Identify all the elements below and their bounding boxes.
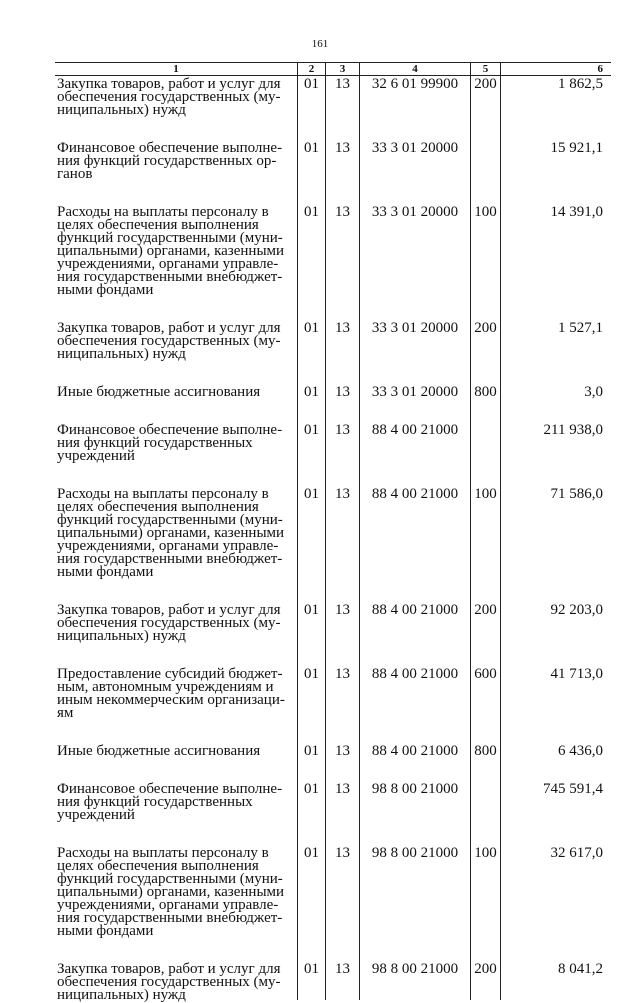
header-col-5: 5 xyxy=(470,63,500,75)
section-code: 01 xyxy=(297,781,325,845)
expense-type-code: 200 xyxy=(470,602,500,666)
subsection-code: 13 xyxy=(325,602,359,666)
amount: 1 527,1 xyxy=(500,320,611,384)
target-article-code: 33 3 01 20000 xyxy=(359,140,470,204)
subsection-code: 13 xyxy=(325,204,359,320)
row-description xyxy=(55,204,297,320)
description-line: обеспечения государственных (му- xyxy=(57,89,281,105)
expense-type-code: 100 xyxy=(470,204,500,320)
description-line: учреждений xyxy=(57,448,135,464)
amount: 6 436,0 xyxy=(500,743,611,781)
description-line: ципальными) органами, казенными xyxy=(57,525,285,541)
description-line: ганов xyxy=(57,166,93,182)
header-col-2: 2 xyxy=(297,63,325,75)
description-line: целях обеспечения выполнения xyxy=(57,499,259,515)
description-line: ния государственными внебюджет- xyxy=(57,551,283,567)
description-line: Финансовое обеспечение выполне- xyxy=(57,140,283,156)
description-line: ния государственными внебюджет- xyxy=(57,269,283,285)
description-line: функций государственными (муни- xyxy=(57,230,283,246)
amount: 3,0 xyxy=(500,384,611,422)
description-line: ям xyxy=(57,705,74,721)
row-description xyxy=(55,384,297,422)
description-line: Финансовое обеспечение выполне- xyxy=(57,422,283,438)
description-line: Расходы на выплаты персоналу в xyxy=(57,486,269,502)
table-row xyxy=(55,961,611,1003)
section-code: 01 xyxy=(297,486,325,602)
subsection-code: 13 xyxy=(325,961,359,1000)
amount: 71 586,0 xyxy=(500,486,611,602)
table-row xyxy=(55,384,611,422)
description-line: ными фондами xyxy=(57,564,154,580)
section-code: 01 xyxy=(297,384,325,422)
description-line: учреждений xyxy=(57,807,135,823)
amount: 1 862,5 xyxy=(500,76,611,140)
description-line: Закупка товаров, работ и услуг для xyxy=(57,602,281,618)
section-code: 01 xyxy=(297,320,325,384)
subsection-code: 13 xyxy=(325,384,359,422)
subsection-code: 13 xyxy=(325,422,359,486)
description-line: ниципальных) нужд xyxy=(57,628,186,644)
description-line: ниципальных) нужд xyxy=(57,346,186,362)
section-code: 01 xyxy=(297,76,325,140)
subsection-code: 13 xyxy=(325,76,359,140)
amount: 211 938,0 xyxy=(500,422,611,486)
subsection-code: 13 xyxy=(325,845,359,961)
description-line: ными фондами xyxy=(57,923,154,939)
expense-type-code: 200 xyxy=(470,320,500,384)
row-description xyxy=(55,486,297,602)
row-description xyxy=(55,781,297,845)
row-description xyxy=(55,76,297,140)
table-row xyxy=(55,781,611,845)
expense-type-code xyxy=(470,140,500,204)
header-col-6: 6 xyxy=(500,63,611,75)
section-code: 01 xyxy=(297,743,325,781)
description-line: ципальными) органами, казенными xyxy=(57,884,285,900)
section-code: 01 xyxy=(297,204,325,320)
row-description xyxy=(55,320,297,384)
description-line: Расходы на выплаты персоналу в xyxy=(57,204,269,220)
section-code: 01 xyxy=(297,961,325,1000)
amount: 32 617,0 xyxy=(500,845,611,961)
table-header xyxy=(55,63,611,76)
header-col-3: 3 xyxy=(325,63,359,75)
table-row xyxy=(55,76,611,140)
expense-type-code: 200 xyxy=(470,961,500,1000)
budget-table xyxy=(55,62,611,1003)
expense-type-code: 600 xyxy=(470,666,500,743)
row-description xyxy=(55,140,297,204)
description-line: обеспечения государственных (му- xyxy=(57,333,281,349)
target-article-code: 98 8 00 21000 xyxy=(359,781,470,845)
subsection-code: 13 xyxy=(325,666,359,743)
section-code: 01 xyxy=(297,666,325,743)
target-article-code: 88 4 00 21000 xyxy=(359,743,470,781)
section-code: 01 xyxy=(297,140,325,204)
target-article-code: 98 8 00 21000 xyxy=(359,961,470,1000)
table-row xyxy=(55,845,611,961)
table-body xyxy=(55,76,611,1003)
expense-type-code: 800 xyxy=(470,384,500,422)
description-line: Финансовое обеспечение выполне- xyxy=(57,781,283,797)
table-row xyxy=(55,602,611,666)
expense-type-code xyxy=(470,781,500,845)
table-row xyxy=(55,140,611,204)
description-line: функций государственными (муни- xyxy=(57,871,283,887)
subsection-code: 13 xyxy=(325,140,359,204)
target-article-code: 98 8 00 21000 xyxy=(359,845,470,961)
description-line: Иные бюджетные ассигнования xyxy=(57,384,261,400)
amount: 92 203,0 xyxy=(500,602,611,666)
amount: 15 921,1 xyxy=(500,140,611,204)
description-line: ниципальных) нужд xyxy=(57,987,186,1003)
table-row xyxy=(55,320,611,384)
target-article-code: 33 3 01 20000 xyxy=(359,320,470,384)
header-col-1: 1 xyxy=(173,63,179,75)
description-line: ния государственными внебюджет- xyxy=(57,910,283,926)
section-code: 01 xyxy=(297,422,325,486)
subsection-code: 13 xyxy=(325,781,359,845)
row-description xyxy=(55,845,297,961)
row-description xyxy=(55,743,297,781)
description-line: целях обеспечения выполнения xyxy=(57,217,259,233)
expense-type-code: 800 xyxy=(470,743,500,781)
target-article-code: 33 3 01 20000 xyxy=(359,204,470,320)
table-row xyxy=(55,486,611,602)
description-line: учреждениями, органами управле- xyxy=(57,256,279,272)
table-row xyxy=(55,666,611,743)
target-article-code: 33 3 01 20000 xyxy=(359,384,470,422)
description-line: Предоставление субсидий бюджет- xyxy=(57,666,283,682)
description-line: Закупка товаров, работ и услуг для xyxy=(57,76,281,92)
table-row xyxy=(55,204,611,320)
row-description xyxy=(55,666,297,743)
table-row xyxy=(55,422,611,486)
subsection-code: 13 xyxy=(325,743,359,781)
page-number: 161 xyxy=(311,38,329,50)
row-description xyxy=(55,961,297,1003)
description-line: ным, автономным учреждениям и xyxy=(57,679,274,695)
row-description xyxy=(55,602,297,666)
description-line: ния функций государственных xyxy=(57,435,253,451)
row-description xyxy=(55,422,297,486)
expense-type-code: 100 xyxy=(470,486,500,602)
target-article-code: 88 4 00 21000 xyxy=(359,486,470,602)
target-article-code: 88 4 00 21000 xyxy=(359,422,470,486)
amount: 41 713,0 xyxy=(500,666,611,743)
description-line: ными фондами xyxy=(57,282,154,298)
amount: 14 391,0 xyxy=(500,204,611,320)
description-line: ниципальных) нужд xyxy=(57,102,186,118)
amount: 745 591,4 xyxy=(500,781,611,845)
expense-type-code: 200 xyxy=(470,76,500,140)
subsection-code: 13 xyxy=(325,320,359,384)
description-line: иным некоммерческим организаци- xyxy=(57,692,285,708)
table-row xyxy=(55,743,611,781)
amount: 8 041,2 xyxy=(500,961,611,1000)
header-col-4: 4 xyxy=(359,63,470,75)
section-code: 01 xyxy=(297,602,325,666)
description-line: обеспечения государственных (му- xyxy=(57,615,281,631)
target-article-code: 32 6 01 99900 xyxy=(359,76,470,140)
description-line: Иные бюджетные ассигнования xyxy=(57,743,261,759)
description-line: функций государственными (муни- xyxy=(57,512,283,528)
description-line: ния функций государственных ор- xyxy=(57,153,277,169)
subsection-code: 13 xyxy=(325,486,359,602)
description-line: целях обеспечения выполнения xyxy=(57,858,259,874)
section-code: 01 xyxy=(297,845,325,961)
description-line: Расходы на выплаты персоналу в xyxy=(57,845,269,861)
description-line: учреждениями, органами управле- xyxy=(57,897,279,913)
expense-type-code xyxy=(470,422,500,486)
target-article-code: 88 4 00 21000 xyxy=(359,602,470,666)
description-line: ципальными) органами, казенными xyxy=(57,243,285,259)
target-article-code: 88 4 00 21000 xyxy=(359,666,470,743)
expense-type-code: 100 xyxy=(470,845,500,961)
description-line: Закупка товаров, работ и услуг для xyxy=(57,320,281,336)
description-line: учреждениями, органами управле- xyxy=(57,538,279,554)
description-line: обеспечения государственных (му- xyxy=(57,974,281,990)
description-line: ния функций государственных xyxy=(57,794,253,810)
description-line: Закупка товаров, работ и услуг для xyxy=(57,961,281,977)
